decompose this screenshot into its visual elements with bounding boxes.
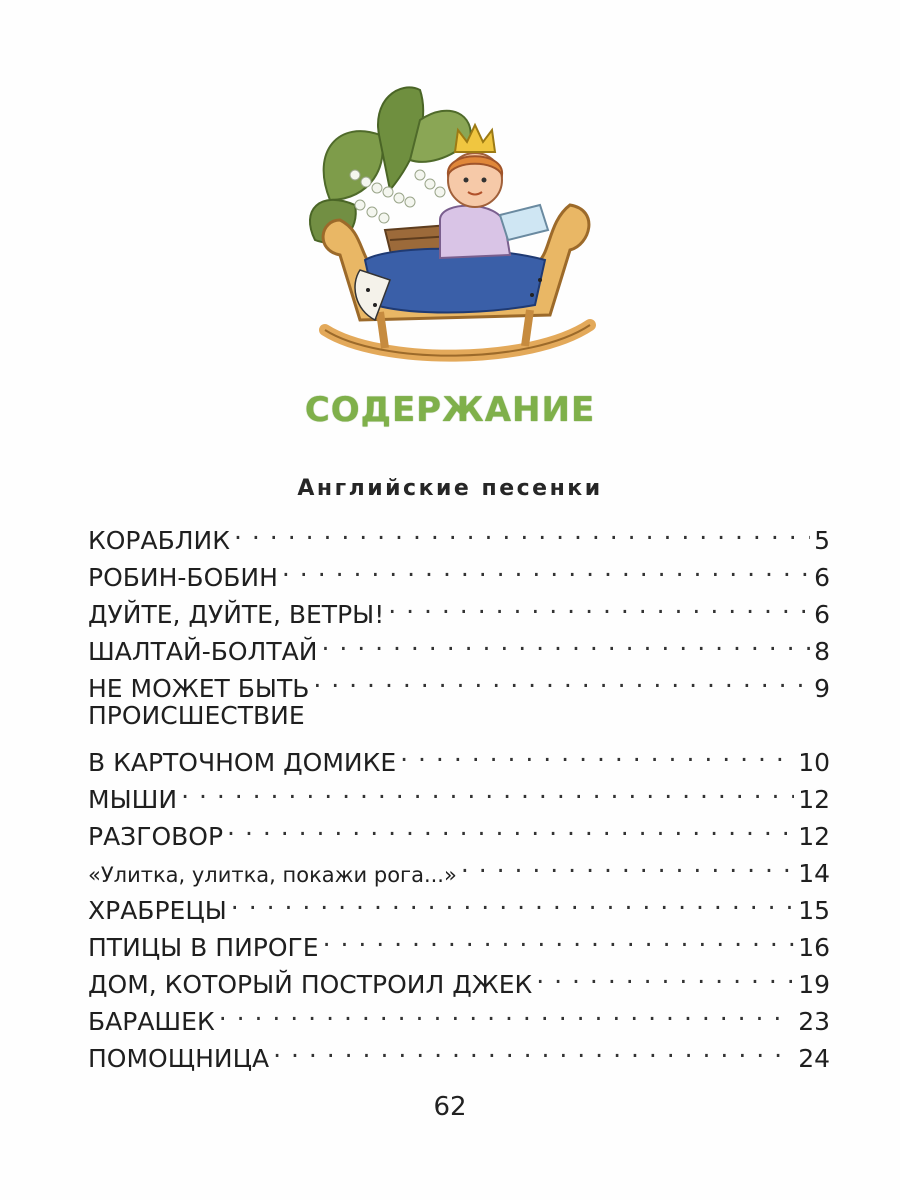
toc-entry-title-line1: ПРОИСШЕСТВИЕ: [88, 701, 305, 730]
toc-leader-dots: [231, 882, 794, 919]
toc-page-number: 23: [798, 1007, 830, 1036]
toc-entry-title: ДОМ, КОТОРЫЙ ПОСТРОИЛ ДЖЕК: [88, 970, 533, 999]
toc-entry-title: ШАЛТАЙ-БОЛТАЙ: [88, 637, 318, 666]
toc-leader-dots: [234, 512, 810, 549]
toc-entry[interactable]: [88, 697, 830, 777]
toc-leader-dots: [321, 623, 810, 660]
toc-page-number: 15: [798, 896, 830, 925]
toc-leader-dots: [323, 919, 795, 956]
toc-entry-title: ХРАБРЕЦЫ: [88, 896, 227, 925]
toc-leader-dots: [282, 549, 810, 586]
toc-entry[interactable]: [88, 771, 830, 814]
toc-entry-title: ПТИЦЫ В ПИРОГЕ: [88, 933, 319, 962]
toc-page-number: 24: [798, 1044, 830, 1073]
toc-leader-dots: [400, 734, 794, 771]
table-of-contents: [88, 512, 830, 1073]
toc-entry-title: ПОМОЩНИЦА: [88, 1044, 270, 1073]
toc-leader-dots: [313, 660, 810, 697]
page-number-footer: 62: [433, 1092, 467, 1122]
toc-page-number: 12: [798, 822, 830, 851]
toc-entry-title: КОРАБЛИК: [88, 526, 231, 555]
toc-page-number: 10: [798, 748, 830, 777]
toc-entry[interactable]: [88, 512, 830, 555]
toc-page-number: 6: [814, 600, 830, 629]
toc-page-number: 14: [798, 859, 830, 888]
toc-entry[interactable]: [88, 808, 830, 851]
page-heading: СОДЕРЖАНИЕ: [304, 390, 596, 430]
toc-entry-title: «Улитка, улитка, покажи рога...»: [88, 863, 457, 887]
toc-entry-title: БАРАШЕК: [88, 1007, 215, 1036]
toc-entry-title: ДУЙТЕ, ДУЙТЕ, ВЕТРЫ!: [88, 600, 385, 629]
toc-leader-dots: [536, 956, 794, 993]
toc-leader-dots: [461, 845, 794, 882]
illustration-king-in-rocking-chair: [300, 80, 610, 370]
toc-page-number: 5: [814, 526, 830, 555]
toc-page-number: 19: [798, 970, 830, 999]
toc-page-number: 6: [814, 563, 830, 592]
toc-page-number: 8: [814, 637, 830, 666]
toc-leader-dots: [273, 1030, 794, 1067]
toc-leader-dots: [181, 771, 794, 808]
toc-entry-title: РОБИН-БОБИН: [88, 563, 278, 592]
section-title: Английские песенки: [297, 476, 603, 501]
toc-page-number: 9: [814, 674, 830, 703]
toc-entry-title: НЕ МОЖЕТ БЫТЬ: [88, 674, 310, 703]
toc-entry-title: В КАРТОЧНОМ ДОМИКЕ: [88, 748, 397, 777]
toc-entry-title: РАЗГОВОР: [88, 822, 224, 851]
toc-page-number: 12: [798, 785, 830, 814]
toc-leader-dots: [388, 586, 810, 623]
toc-page-number: 16: [798, 933, 830, 962]
toc-leader-dots: [219, 993, 794, 1030]
toc-leader-dots: [227, 808, 794, 845]
toc-entry-title: МЫШИ: [88, 785, 178, 814]
